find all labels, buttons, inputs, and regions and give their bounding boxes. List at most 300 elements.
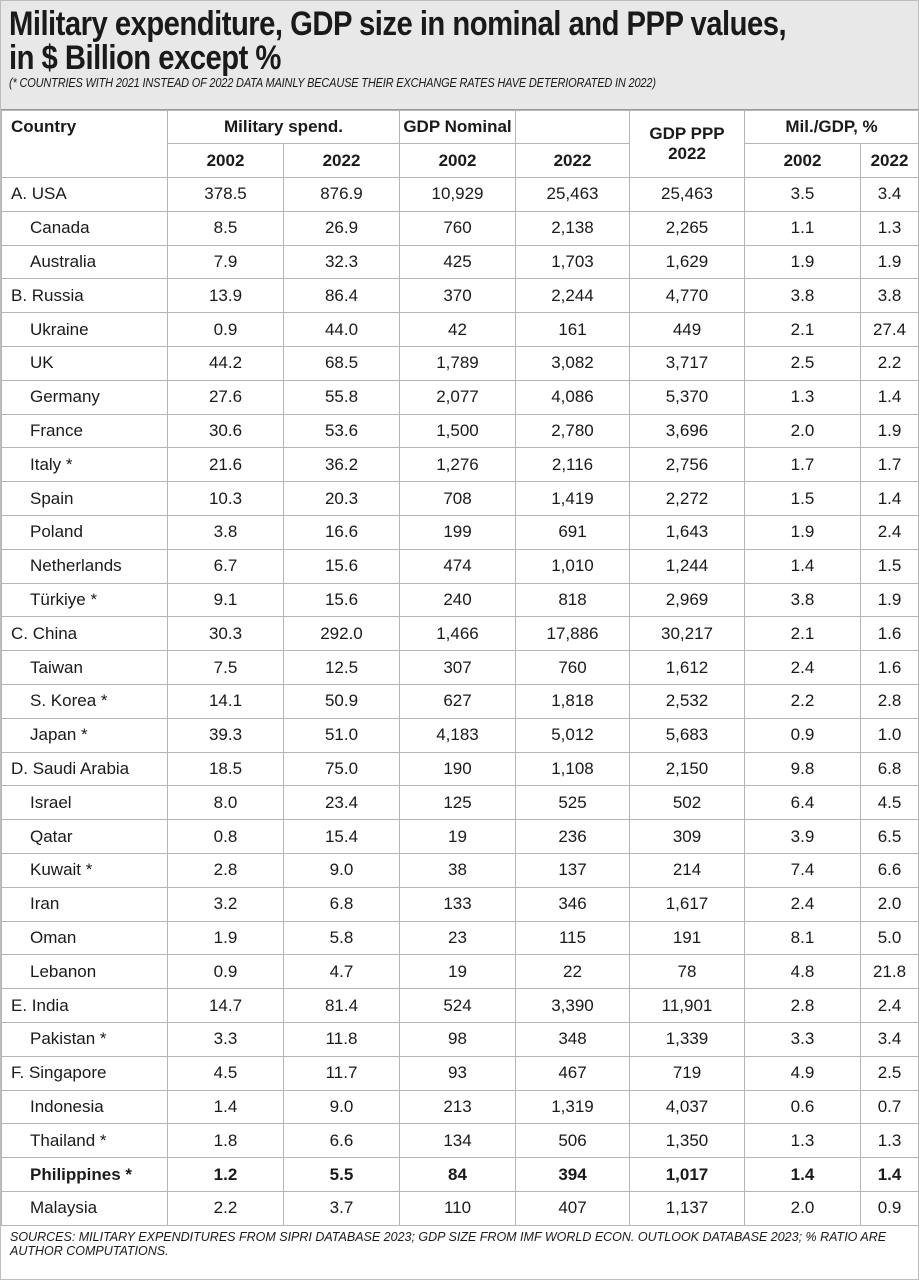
cell-mil-2002: 44.2 <box>168 346 284 380</box>
table-row <box>2 752 919 786</box>
header-gdp-2002: 2002 <box>400 144 516 178</box>
cell-ratio-2002: 9.8 <box>745 752 861 786</box>
cell-ratio-2022: 3.8 <box>861 279 919 313</box>
cell-mil-2002: 1.4 <box>168 1090 284 1124</box>
cell-ratio-2022: 3.4 <box>861 178 919 212</box>
table-row <box>2 651 919 685</box>
cell-mil-2022: 15.6 <box>284 583 400 617</box>
cell-mil-2002: 39.3 <box>168 718 284 752</box>
cell-gdp-nominal-2022: 1,703 <box>516 245 630 279</box>
cell-ratio-2002: 1.9 <box>745 245 861 279</box>
cell-country: Philippines * <box>2 1158 168 1192</box>
cell-gdp-ppp-2022: 1,643 <box>630 515 745 549</box>
cell-ratio-2022: 0.7 <box>861 1090 919 1124</box>
cell-ratio-2002: 2.0 <box>745 1191 861 1225</box>
cell-gdp-ppp-2022: 3,696 <box>630 414 745 448</box>
cell-gdp-ppp-2022: 502 <box>630 786 745 820</box>
cell-gdp-ppp-2022: 2,272 <box>630 482 745 516</box>
cell-mil-2022: 3.7 <box>284 1191 400 1225</box>
cell-gdp-nominal-2002: 307 <box>400 651 516 685</box>
cell-ratio-2022: 2.4 <box>861 989 919 1023</box>
sources-footer: SOURCES: MILITARY EXPENDITURES FROM SIPRI DATABASE 2023; GDP SIZE FROM IMF WORLD ECON. OUTLOOK DATABASE 2023; % RATIO ARE AUTHOR COMPUTATIONS. <box>10 1229 887 1258</box>
table-row <box>2 515 919 549</box>
table-row <box>2 1022 919 1056</box>
cell-mil-2002: 13.9 <box>168 279 284 313</box>
cell-gdp-nominal-2022: 1,010 <box>516 549 630 583</box>
cell-mil-2022: 44.0 <box>284 313 400 347</box>
cell-country: France <box>2 414 168 448</box>
title-header <box>1 1 918 110</box>
table-row <box>2 820 919 854</box>
cell-gdp-nominal-2022: 5,012 <box>516 718 630 752</box>
cell-mil-2002: 0.9 <box>168 313 284 347</box>
cell-mil-2022: 81.4 <box>284 989 400 1023</box>
cell-gdp-ppp-2022: 4,037 <box>630 1090 745 1124</box>
table-body <box>2 178 919 1226</box>
cell-country: Türkiye * <box>2 583 168 617</box>
cell-country: Thailand * <box>2 1124 168 1158</box>
cell-country: C. China <box>2 617 168 651</box>
cell-gdp-nominal-2022: 2,138 <box>516 211 630 245</box>
cell-country: Lebanon <box>2 955 168 989</box>
cell-ratio-2022: 21.8 <box>861 955 919 989</box>
cell-gdp-nominal-2002: 370 <box>400 279 516 313</box>
cell-mil-2022: 32.3 <box>284 245 400 279</box>
cell-ratio-2022: 1.3 <box>861 211 919 245</box>
table-row <box>2 1056 919 1090</box>
table-row <box>2 1158 919 1192</box>
table-row <box>2 853 919 887</box>
cell-country: Poland <box>2 515 168 549</box>
cell-gdp-ppp-2022: 2,756 <box>630 448 745 482</box>
cell-gdp-ppp-2022: 449 <box>630 313 745 347</box>
cell-gdp-nominal-2022: 22 <box>516 955 630 989</box>
cell-gdp-ppp-2022: 5,370 <box>630 380 745 414</box>
header-ratio-2002: 2002 <box>745 144 861 178</box>
header-gdp-ppp-line1: GDP PPP <box>649 124 725 143</box>
cell-mil-2022: 36.2 <box>284 448 400 482</box>
cell-gdp-nominal-2022: 137 <box>516 853 630 887</box>
cell-gdp-ppp-2022: 11,901 <box>630 989 745 1023</box>
title-line-2: in $ Billion except % <box>9 39 281 77</box>
cell-gdp-ppp-2022: 3,717 <box>630 346 745 380</box>
cell-country: S. Korea * <box>2 684 168 718</box>
cell-ratio-2022: 1.9 <box>861 583 919 617</box>
cell-ratio-2002: 1.4 <box>745 1158 861 1192</box>
cell-country: Spain <box>2 482 168 516</box>
cell-mil-2002: 378.5 <box>168 178 284 212</box>
table-row <box>2 718 919 752</box>
cell-ratio-2022: 27.4 <box>861 313 919 347</box>
cell-mil-2002: 14.7 <box>168 989 284 1023</box>
cell-gdp-ppp-2022: 2,265 <box>630 211 745 245</box>
cell-ratio-2022: 2.0 <box>861 887 919 921</box>
cell-mil-2022: 9.0 <box>284 853 400 887</box>
cell-ratio-2002: 8.1 <box>745 921 861 955</box>
cell-country: A. USA <box>2 178 168 212</box>
cell-mil-2022: 23.4 <box>284 786 400 820</box>
cell-ratio-2022: 1.4 <box>861 1158 919 1192</box>
cell-ratio-2002: 3.5 <box>745 178 861 212</box>
cell-ratio-2022: 2.5 <box>861 1056 919 1090</box>
cell-ratio-2022: 1.5 <box>861 549 919 583</box>
header-military-spend: Military spend. <box>168 111 400 144</box>
cell-ratio-2002: 1.5 <box>745 482 861 516</box>
cell-gdp-nominal-2022: 3,082 <box>516 346 630 380</box>
cell-mil-2002: 14.1 <box>168 684 284 718</box>
cell-gdp-nominal-2002: 42 <box>400 313 516 347</box>
cell-gdp-ppp-2022: 214 <box>630 853 745 887</box>
cell-country: Netherlands <box>2 549 168 583</box>
cell-ratio-2002: 2.1 <box>745 313 861 347</box>
cell-mil-2022: 6.6 <box>284 1124 400 1158</box>
cell-country: Italy * <box>2 448 168 482</box>
title-note: (* COUNTRIES WITH 2021 INSTEAD OF 2022 DATA MAINLY BECAUSE THEIR EXCHANGE RATES HAVE DETERIORATED IN 2022) <box>9 76 656 90</box>
cell-country: Canada <box>2 211 168 245</box>
cell-ratio-2022: 1.9 <box>861 245 919 279</box>
cell-ratio-2002: 2.4 <box>745 887 861 921</box>
cell-gdp-nominal-2022: 818 <box>516 583 630 617</box>
table-row <box>2 1191 919 1225</box>
cell-gdp-ppp-2022: 2,532 <box>630 684 745 718</box>
cell-gdp-nominal-2022: 3,390 <box>516 989 630 1023</box>
cell-gdp-ppp-2022: 30,217 <box>630 617 745 651</box>
cell-gdp-ppp-2022: 2,969 <box>630 583 745 617</box>
cell-ratio-2002: 3.3 <box>745 1022 861 1056</box>
cell-ratio-2002: 2.1 <box>745 617 861 651</box>
cell-gdp-nominal-2022: 2,116 <box>516 448 630 482</box>
cell-mil-2002: 10.3 <box>168 482 284 516</box>
cell-country: B. Russia <box>2 279 168 313</box>
cell-mil-2002: 0.9 <box>168 955 284 989</box>
cell-gdp-nominal-2022: 161 <box>516 313 630 347</box>
cell-ratio-2002: 0.6 <box>745 1090 861 1124</box>
cell-gdp-nominal-2022: 1,108 <box>516 752 630 786</box>
cell-country: Indonesia <box>2 1090 168 1124</box>
cell-mil-2002: 1.9 <box>168 921 284 955</box>
table-row <box>2 313 919 347</box>
cell-country: Qatar <box>2 820 168 854</box>
cell-ratio-2022: 2.8 <box>861 684 919 718</box>
cell-mil-2002: 7.9 <box>168 245 284 279</box>
cell-gdp-nominal-2002: 425 <box>400 245 516 279</box>
table-row <box>2 482 919 516</box>
cell-gdp-nominal-2002: 134 <box>400 1124 516 1158</box>
cell-ratio-2002: 7.4 <box>745 853 861 887</box>
cell-gdp-ppp-2022: 191 <box>630 921 745 955</box>
cell-country: Kuwait * <box>2 853 168 887</box>
cell-gdp-nominal-2002: 1,276 <box>400 448 516 482</box>
cell-country: Japan * <box>2 718 168 752</box>
cell-gdp-nominal-2022: 506 <box>516 1124 630 1158</box>
cell-ratio-2002: 4.9 <box>745 1056 861 1090</box>
cell-gdp-ppp-2022: 4,770 <box>630 279 745 313</box>
cell-mil-2022: 4.7 <box>284 955 400 989</box>
cell-ratio-2022: 6.8 <box>861 752 919 786</box>
cell-gdp-nominal-2022: 467 <box>516 1056 630 1090</box>
cell-gdp-ppp-2022: 1,137 <box>630 1191 745 1225</box>
cell-ratio-2002: 3.9 <box>745 820 861 854</box>
cell-mil-2002: 1.8 <box>168 1124 284 1158</box>
cell-country: UK <box>2 346 168 380</box>
cell-gdp-nominal-2022: 348 <box>516 1022 630 1056</box>
cell-gdp-ppp-2022: 2,150 <box>630 752 745 786</box>
cell-gdp-nominal-2022: 346 <box>516 887 630 921</box>
cell-gdp-ppp-2022: 1,629 <box>630 245 745 279</box>
cell-gdp-nominal-2002: 199 <box>400 515 516 549</box>
cell-gdp-nominal-2022: 1,419 <box>516 482 630 516</box>
title-line-1: Military expenditure, GDP size in nominal and PPP values, <box>9 5 787 43</box>
cell-mil-2022: 26.9 <box>284 211 400 245</box>
cell-gdp-ppp-2022: 1,612 <box>630 651 745 685</box>
table-row <box>2 955 919 989</box>
cell-country: Iran <box>2 887 168 921</box>
cell-mil-2022: 12.5 <box>284 651 400 685</box>
cell-country: Malaysia <box>2 1191 168 1225</box>
cell-ratio-2002: 1.3 <box>745 1124 861 1158</box>
cell-gdp-nominal-2022: 407 <box>516 1191 630 1225</box>
header-blank <box>516 111 630 144</box>
header-mil-gdp: Mil./GDP, % <box>745 111 919 144</box>
cell-mil-2002: 0.8 <box>168 820 284 854</box>
cell-ratio-2022: 1.6 <box>861 651 919 685</box>
cell-ratio-2022: 3.4 <box>861 1022 919 1056</box>
cell-ratio-2002: 1.9 <box>745 515 861 549</box>
table-row <box>2 921 919 955</box>
cell-country: D. Saudi Arabia <box>2 752 168 786</box>
cell-ratio-2002: 2.0 <box>745 414 861 448</box>
cell-gdp-nominal-2002: 4,183 <box>400 718 516 752</box>
cell-mil-2002: 3.2 <box>168 887 284 921</box>
cell-gdp-nominal-2022: 1,319 <box>516 1090 630 1124</box>
cell-mil-2022: 11.7 <box>284 1056 400 1090</box>
cell-mil-2022: 5.5 <box>284 1158 400 1192</box>
cell-gdp-ppp-2022: 1,017 <box>630 1158 745 1192</box>
cell-ratio-2002: 2.4 <box>745 651 861 685</box>
table-row <box>2 448 919 482</box>
cell-mil-2002: 3.3 <box>168 1022 284 1056</box>
cell-ratio-2022: 6.6 <box>861 853 919 887</box>
cell-mil-2002: 1.2 <box>168 1158 284 1192</box>
cell-gdp-nominal-2022: 691 <box>516 515 630 549</box>
cell-mil-2002: 9.1 <box>168 583 284 617</box>
cell-mil-2022: 20.3 <box>284 482 400 516</box>
cell-ratio-2002: 1.4 <box>745 549 861 583</box>
cell-gdp-nominal-2002: 2,077 <box>400 380 516 414</box>
cell-ratio-2022: 1.0 <box>861 718 919 752</box>
cell-country: Oman <box>2 921 168 955</box>
cell-mil-2002: 30.6 <box>168 414 284 448</box>
header-mil-2022: 2022 <box>284 144 400 178</box>
cell-mil-2002: 7.5 <box>168 651 284 685</box>
cell-mil-2022: 6.8 <box>284 887 400 921</box>
cell-mil-2022: 5.8 <box>284 921 400 955</box>
header-gdp-ppp-line2: 2022 <box>668 144 706 163</box>
cell-ratio-2022: 2.2 <box>861 346 919 380</box>
header-country: Country <box>2 111 168 178</box>
table-row <box>2 617 919 651</box>
cell-gdp-nominal-2002: 627 <box>400 684 516 718</box>
cell-gdp-nominal-2002: 524 <box>400 989 516 1023</box>
table-row <box>2 245 919 279</box>
cell-gdp-ppp-2022: 1,350 <box>630 1124 745 1158</box>
cell-ratio-2022: 2.4 <box>861 515 919 549</box>
cell-gdp-nominal-2002: 1,500 <box>400 414 516 448</box>
cell-ratio-2022: 5.0 <box>861 921 919 955</box>
cell-gdp-nominal-2002: 133 <box>400 887 516 921</box>
cell-ratio-2002: 1.3 <box>745 380 861 414</box>
cell-ratio-2022: 1.4 <box>861 482 919 516</box>
cell-mil-2002: 2.8 <box>168 853 284 887</box>
cell-gdp-ppp-2022: 309 <box>630 820 745 854</box>
cell-gdp-nominal-2002: 190 <box>400 752 516 786</box>
cell-gdp-ppp-2022: 719 <box>630 1056 745 1090</box>
table-row <box>2 786 919 820</box>
cell-gdp-ppp-2022: 25,463 <box>630 178 745 212</box>
cell-gdp-nominal-2002: 1,789 <box>400 346 516 380</box>
cell-ratio-2002: 2.5 <box>745 346 861 380</box>
cell-mil-2022: 15.4 <box>284 820 400 854</box>
cell-gdp-ppp-2022: 1,244 <box>630 549 745 583</box>
cell-gdp-ppp-2022: 1,617 <box>630 887 745 921</box>
header-gdp-ppp <box>630 111 745 178</box>
cell-country: Australia <box>2 245 168 279</box>
cell-mil-2022: 86.4 <box>284 279 400 313</box>
header-gdp-nominal: GDP Nominal <box>400 111 516 144</box>
table-row <box>2 279 919 313</box>
table-row <box>2 583 919 617</box>
cell-gdp-nominal-2002: 474 <box>400 549 516 583</box>
cell-ratio-2022: 1.9 <box>861 414 919 448</box>
table-row <box>2 414 919 448</box>
table-row <box>2 380 919 414</box>
cell-gdp-nominal-2022: 4,086 <box>516 380 630 414</box>
cell-mil-2022: 9.0 <box>284 1090 400 1124</box>
cell-mil-2002: 21.6 <box>168 448 284 482</box>
cell-gdp-nominal-2002: 19 <box>400 955 516 989</box>
cell-mil-2002: 3.8 <box>168 515 284 549</box>
cell-ratio-2002: 6.4 <box>745 786 861 820</box>
cell-gdp-nominal-2002: 93 <box>400 1056 516 1090</box>
cell-mil-2002: 27.6 <box>168 380 284 414</box>
cell-gdp-nominal-2002: 240 <box>400 583 516 617</box>
cell-mil-2022: 11.8 <box>284 1022 400 1056</box>
cell-ratio-2022: 0.9 <box>861 1191 919 1225</box>
cell-mil-2002: 4.5 <box>168 1056 284 1090</box>
cell-mil-2002: 8.0 <box>168 786 284 820</box>
cell-country: Ukraine <box>2 313 168 347</box>
cell-gdp-nominal-2022: 760 <box>516 651 630 685</box>
cell-country: E. India <box>2 989 168 1023</box>
cell-mil-2022: 50.9 <box>284 684 400 718</box>
cell-mil-2002: 30.3 <box>168 617 284 651</box>
header-ratio-2022: 2022 <box>861 144 919 178</box>
table-row <box>2 346 919 380</box>
cell-ratio-2002: 3.8 <box>745 583 861 617</box>
cell-mil-2022: 68.5 <box>284 346 400 380</box>
cell-country: Taiwan <box>2 651 168 685</box>
table-row <box>2 549 919 583</box>
table-row <box>2 887 919 921</box>
cell-gdp-nominal-2022: 236 <box>516 820 630 854</box>
cell-gdp-ppp-2022: 78 <box>630 955 745 989</box>
cell-ratio-2022: 4.5 <box>861 786 919 820</box>
cell-ratio-2002: 1.7 <box>745 448 861 482</box>
expenditure-table <box>1 110 919 1226</box>
cell-mil-2022: 53.6 <box>284 414 400 448</box>
cell-gdp-nominal-2002: 98 <box>400 1022 516 1056</box>
table-row <box>2 989 919 1023</box>
cell-country: F. Singapore <box>2 1056 168 1090</box>
table-row <box>2 1090 919 1124</box>
cell-gdp-nominal-2002: 760 <box>400 211 516 245</box>
cell-ratio-2022: 1.4 <box>861 380 919 414</box>
cell-ratio-2002: 3.8 <box>745 279 861 313</box>
cell-gdp-nominal-2002: 84 <box>400 1158 516 1192</box>
cell-mil-2022: 55.8 <box>284 380 400 414</box>
cell-gdp-ppp-2022: 1,339 <box>630 1022 745 1056</box>
cell-mil-2002: 6.7 <box>168 549 284 583</box>
cell-gdp-nominal-2002: 125 <box>400 786 516 820</box>
cell-gdp-nominal-2002: 23 <box>400 921 516 955</box>
cell-gdp-nominal-2002: 10,929 <box>400 178 516 212</box>
cell-gdp-ppp-2022: 5,683 <box>630 718 745 752</box>
cell-gdp-nominal-2022: 2,780 <box>516 414 630 448</box>
cell-gdp-nominal-2022: 25,463 <box>516 178 630 212</box>
cell-gdp-nominal-2022: 2,244 <box>516 279 630 313</box>
table-row <box>2 211 919 245</box>
cell-ratio-2022: 1.6 <box>861 617 919 651</box>
cell-mil-2022: 292.0 <box>284 617 400 651</box>
cell-ratio-2002: 4.8 <box>745 955 861 989</box>
cell-country: Israel <box>2 786 168 820</box>
cell-gdp-nominal-2022: 115 <box>516 921 630 955</box>
cell-ratio-2022: 1.3 <box>861 1124 919 1158</box>
cell-gdp-nominal-2002: 1,466 <box>400 617 516 651</box>
cell-mil-2022: 75.0 <box>284 752 400 786</box>
cell-mil-2002: 2.2 <box>168 1191 284 1225</box>
cell-mil-2002: 8.5 <box>168 211 284 245</box>
cell-gdp-nominal-2002: 38 <box>400 853 516 887</box>
cell-gdp-nominal-2002: 708 <box>400 482 516 516</box>
cell-gdp-nominal-2022: 17,886 <box>516 617 630 651</box>
header-mil-2002: 2002 <box>168 144 284 178</box>
cell-mil-2022: 876.9 <box>284 178 400 212</box>
cell-ratio-2022: 1.7 <box>861 448 919 482</box>
cell-country: Germany <box>2 380 168 414</box>
table-row <box>2 178 919 212</box>
cell-gdp-nominal-2002: 213 <box>400 1090 516 1124</box>
cell-mil-2022: 51.0 <box>284 718 400 752</box>
cell-ratio-2002: 2.8 <box>745 989 861 1023</box>
cell-gdp-nominal-2002: 110 <box>400 1191 516 1225</box>
cell-ratio-2002: 1.1 <box>745 211 861 245</box>
header-gdp-2022: 2022 <box>516 144 630 178</box>
cell-mil-2022: 15.6 <box>284 549 400 583</box>
cell-gdp-nominal-2022: 525 <box>516 786 630 820</box>
table-row <box>2 1124 919 1158</box>
cell-mil-2022: 16.6 <box>284 515 400 549</box>
cell-mil-2002: 18.5 <box>168 752 284 786</box>
cell-gdp-nominal-2022: 394 <box>516 1158 630 1192</box>
cell-country: Pakistan * <box>2 1022 168 1056</box>
table-row <box>2 684 919 718</box>
cell-ratio-2002: 2.2 <box>745 684 861 718</box>
cell-ratio-2002: 0.9 <box>745 718 861 752</box>
cell-gdp-nominal-2022: 1,818 <box>516 684 630 718</box>
cell-ratio-2022: 6.5 <box>861 820 919 854</box>
cell-gdp-nominal-2002: 19 <box>400 820 516 854</box>
